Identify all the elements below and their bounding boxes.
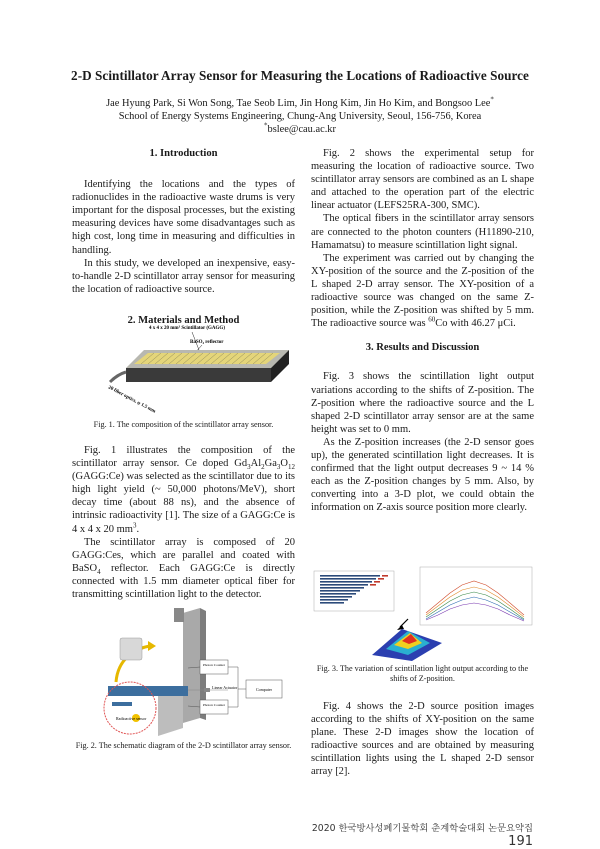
setup-paragraph-3: The experiment was carried out by changing the XY-position of the source and the Z-position of the L shaped 2-D array sensor. The XY-position of a radioactive source was changed on the same Z-position, while the Z-position was shifted by 5 mm. The radioactive source was $^{60}$Co with 46.27 μCi. (311, 252, 534, 330)
materials-paragraph-2b: reflector. Each GAGG:Ce is directly connected with 1.5 mm diameter optical fiber for transmitting scintillation light to the detector. (72, 562, 295, 601)
fig2-label-actuator: Linear Actuator (212, 685, 238, 690)
fig1-scintillator-array-diagram (104, 320, 294, 415)
affiliation: School of Energy Systems Engineering, Chung-Ang University, Seoul, 156-756, Korea (118, 111, 482, 122)
results-paragraph-1: Fig. 3 shows the scintillation light output variations according to the shifts of Z-position. The Z-position where the radioactive source and the L shaped 2-D scintillator array sensor are at the same height was set to 0 mm. (311, 371, 534, 435)
fig2-sensor-inset (120, 638, 142, 660)
fig3-line-panel (420, 567, 532, 625)
intro-paragraph-2: In this study, we developed an inexpensive, easy-to-handle 2-D scintillator array sensor for measuring the location of radioactive source. (72, 257, 295, 295)
fig2-label-sensor: Radioactive sensor (116, 716, 147, 721)
right-column-bottom (311, 700, 534, 779)
fig1-caption: Fig. 1. The composition of the scintillator array sensor. (93, 420, 274, 429)
left-column-top (72, 147, 295, 327)
fig3-caption: Fig. 3. The variation of scintillation light output according to the shifts of Z-position. (316, 664, 529, 683)
right-column-top (311, 147, 534, 514)
fig1-label-reflector: BaSO₄ reflector (190, 340, 224, 345)
results-paragraph-2: As the Z-position increases (the 2-D sensor goes up), the generated scintillation light decreases. It is confirmed that the light output decreases 9 ~ 14 % each as the Z-position changes by 5 mm. Also, by converting into a 3-D plot, we could obtain the information on Z-axis source position more clearly. (311, 436, 534, 514)
fig3-light-output-plots (312, 563, 534, 663)
materials-paragraph-2a: The scintillator array is composed of 20 GAGG:Ces, which are parallel and coated with BaSO (72, 536, 295, 574)
author-block: Jae Hyung Park, Si Won Song, Tae Seob Lim, Jin Hong Kim, Jin Ho Kim, and Bongsoo Lee* School of Energy Systems Engineering, Chung-Ang University, Seoul, 156-756, Korea *bslee@cau.ac.kr (0, 97, 600, 136)
materials-paragraph-2: The scintillator array is composed of 20 GAGG:Ces, which are parallel and coated with BaSO$_4$ reflector. Each GAGG:Ce is directly connected with 1.5 mm diameter optical fiber for transmitting scintillation light to the detector. (72, 536, 295, 601)
fig1-block-front (126, 368, 271, 382)
fig1-scintillator-strip (134, 353, 280, 364)
materials-paragraph-1b: (GAGG:Ce) was selected as the scintillator due to its high light yield (~ 50,000 photons/MeV), short decay time (about 88 ns), and the absence of intrinsic radioactivity [1]. The size of a GAGG:Ce is 4 x 4 x 20 mm (72, 471, 295, 535)
fig2-actuator-rail (183, 608, 200, 723)
fig2-label-pc1: Photon Counter (202, 663, 226, 667)
author-list: Jae Hyung Park, Si Won Song, Tae Seob Lim, Jin Hong Kim, Jin Ho Kim, and Bongsoo Lee (106, 98, 491, 109)
setup-paragraph-3a: The experiment was carried out by changing the XY-position of the source and the Z-position of the L shaped 2-D array sensor. The XY-position of a radioactive source was changed on the same Z-position, while the Z-position was shifted by 5 mm. The radioactive source was (311, 252, 534, 330)
page-footer (300, 820, 533, 849)
fig2-schematic-diagram (88, 608, 288, 740)
email: bslee@cau.ac.kr (267, 124, 336, 135)
section-heading-materials: 2. Materials and Method (127, 314, 240, 326)
materials-paragraph-1: Fig. 1 illustrates the composition of the scintillator array sensor. Ce doped $Gd_3Al_2Ga_3O_{12}$ (GAGG:Ce) was selected as the scintillator due to its high light yield (~ 50,000 photons/MeV), short decay time (about 88 ns), and the absence of intrinsic radioactivity [1]. The size of a GAGG:Ce is 4 x 4 x 20 $mm^3$. (72, 445, 295, 535)
fig2-label-computer: Computer (256, 687, 272, 692)
materials-paragraph-1a: Fig. 1 illustrates the composition of the scintillator array sensor. Ce doped Gd (72, 445, 295, 470)
intro-paragraph-1: Identifying the locations and the types of radionuclides in the radioactive waste drums is very important for the disposal processes, but the existing measuring devices have some disadvantages such as high cost, long time in measuring and difficulties in handling. (72, 179, 295, 256)
section-heading-intro: 1. Introduction (149, 148, 218, 159)
setup-paragraph-2: The optical fibers in the scintillator array sensors are connected to the photon counters (H11890-210, Hamamatsu) to measure scintillation light signal. (311, 213, 534, 251)
footer-proceedings: 2020 한국방사성폐기물학회 춘계학술대회 논문요약집 (311, 823, 533, 834)
fig1-label-top: 4 x 4 x 20 mm³ Scintillator (GAGG) (149, 326, 225, 331)
setup-paragraph-1: Fig. 2 shows the experimental setup for measuring the location of radioactive source. Two scintillator array sensors are combined as an L shape and attached to the operation part of the electric linear actuator (LEFS25RA-300, SMC). (311, 148, 534, 212)
section-heading-results: 3. Results and Discussion (365, 342, 480, 354)
fig3-3d-surface (372, 629, 442, 661)
results-paragraph-3: Fig. 4 shows the 2-D source position images according to the shifts of XY-position on the same plane. These 2-D images show the location of radioactive sources and are obtained by measuring scintillation lights using the L shaped 2-D sensor array [2]. (311, 701, 534, 778)
fig1-label-fiber: 20 fiber optics, φ 1.5 mm (107, 385, 157, 415)
setup-paragraph-3b: Co with 46.27 μCi. (435, 318, 516, 330)
paper-title: 2-D Scintillator Array Sensor for Measuring the Locations of Radioactive Source (71, 68, 529, 83)
fig2-caption: Fig. 2. The schematic diagram of the 2-D scintillator array sensor. (75, 741, 292, 750)
left-column-bottom (72, 444, 295, 601)
page-number: 191 (508, 834, 533, 849)
fig2-label-pc2: Photon Counter (202, 703, 226, 707)
fig2-sensor-bar (108, 686, 188, 696)
